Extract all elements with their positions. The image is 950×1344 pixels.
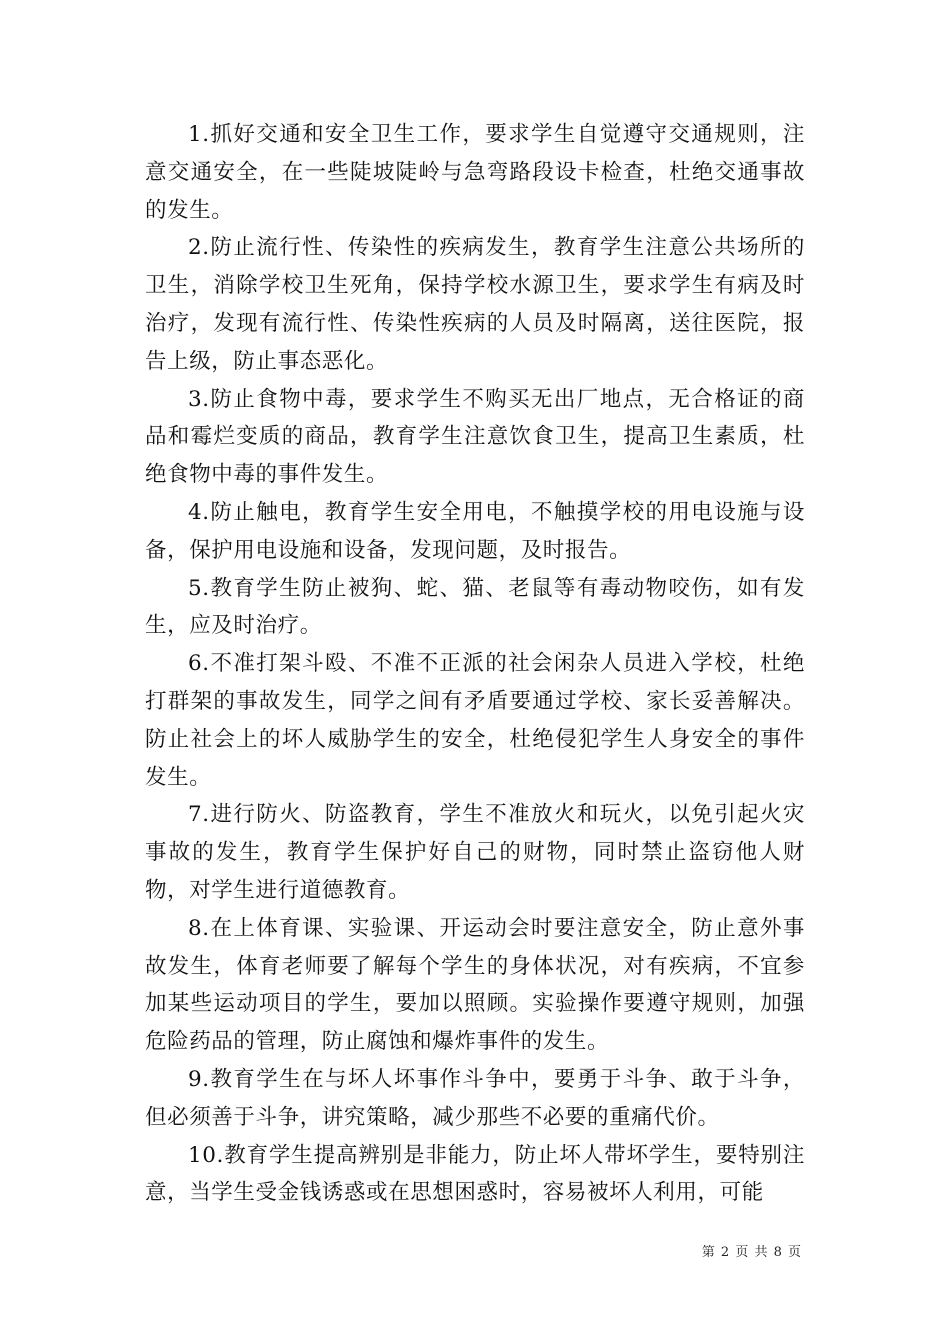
paragraph-6: 6.不准打架斗殴、不准不正派的社会闲杂人员进入学校，杜绝打群架的事故发生，同学之间有矛盾要通过学校、家长妥善解决。防止社会上的坏人威胁学生的安全，杜绝侵犯学生人身安全的事件发生。 xyxy=(145,651,805,790)
paragraph-2: 2.防止流行性、传染性的疾病发生，教育学生注意公共场所的卫生，消除学校卫生死角，保持学校水源卫生，要求学生有病及时治疗，发现有流行性、传染性疾病的人员及时隔离，送往医院，报告上级，防止事态恶化。 xyxy=(145,235,805,374)
paragraph-5: 5.教育学生防止被狗、蛇、猫、老鼠等有毒动物咬伤，如有发生，应及时治疗。 xyxy=(145,575,805,639)
paragraph-1: 1.抓好交通和安全卫生工作，要求学生自觉遵守交通规则，注意交通安全，在一些陡坡陡岭与急弯路段设卡检查，杜绝交通事故的发生。 xyxy=(145,122,805,223)
paragraph-7: 7.进行防火、防盗教育，学生不准放火和玩火，以免引起火灾事故的发生，教育学生保护好自己的财物，同时禁止盗窃他人财物，对学生进行道德教育。 xyxy=(145,802,805,903)
paragraph-3: 3.防止食物中毒，要求学生不购买无出厂地点，无合格证的商品和霉烂变质的商品，教育学生注意饮食卫生，提高卫生素质，杜绝食物中毒的事件发生。 xyxy=(145,386,805,488)
paragraph-4: 4.防止触电，教育学生安全用电，不触摸学校的用电设施与设备，保护用电设施和设备，发现问题，及时报告。 xyxy=(145,499,805,563)
paragraph-8: 8.在上体育课、实验课、开运动会时要注意安全，防止意外事故发生，体育老师要了解每个学生的身体状况，对有疾病，不宜参加某些运动项目的学生，要加以照顾。实验操作要遵守规则，加强危险药品的管理，防止腐蚀和爆炸事件的发生。 xyxy=(145,915,805,1055)
document-body xyxy=(145,116,805,1212)
page-number-footer: 第 2 页 共 8 页 xyxy=(701,1245,802,1260)
paragraph-9: 9.教育学生在与坏人坏事作斗争中，要勇于斗争、敢于斗争，但必须善于斗争，讲究策略，减少那些不必要的重痛代价。 xyxy=(145,1066,805,1130)
paragraph-10: 10.教育学生提高辨别是非能力，防止坏人带坏学生，要特别注意，当学生受金钱诱惑或在思想困惑时，容易被坏人利用，可能 xyxy=(145,1142,805,1206)
